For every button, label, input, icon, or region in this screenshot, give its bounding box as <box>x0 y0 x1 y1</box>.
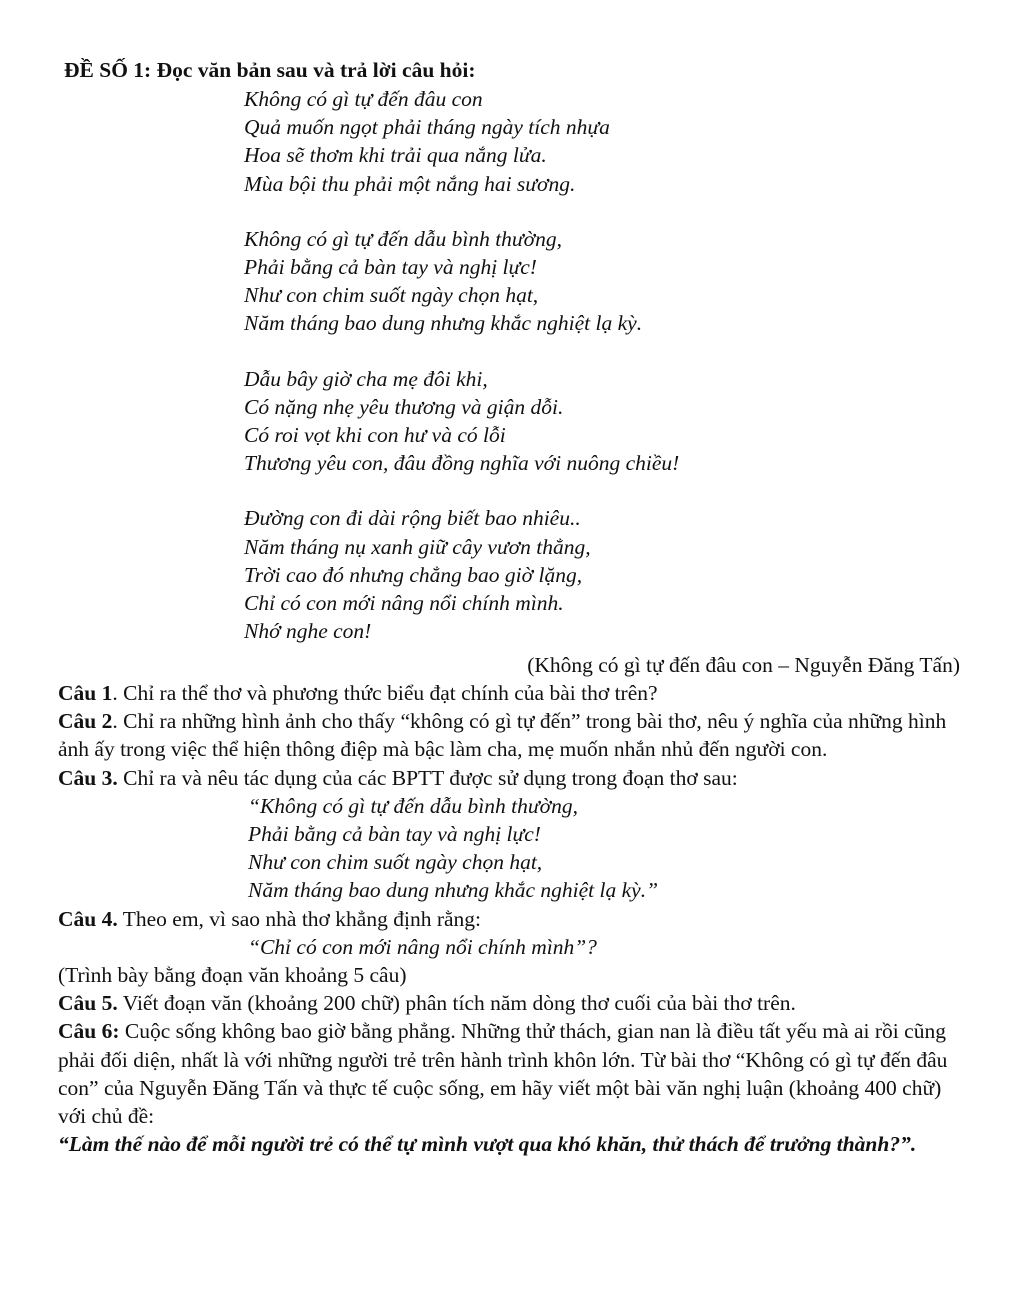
question-text: Chỉ ra và nêu tác dụng của các BPTT được sử dụng trong đoạn thơ sau: <box>117 765 738 790</box>
question-label: Câu 1 <box>58 681 113 705</box>
poem-line: Không có gì tự đến dẫu bình thường, <box>244 226 562 251</box>
question-text: Viết đoạn văn (khoảng 200 chữ) phân tích năm dòng thơ cuối của bài thơ trên. <box>117 991 796 1016</box>
excerpt-line: Như con chim suốt ngày chọn hạt, <box>248 850 543 875</box>
poem-line: Nhớ nghe con! <box>244 619 372 644</box>
question-1 <box>58 679 970 707</box>
poem-line: Thương yêu con, đâu đồng nghĩa với nuông chiều! <box>244 451 680 476</box>
question-text: . Chỉ ra những hình ảnh cho thấy “không có gì tự đến” trong bài thơ, nêu ý nghĩa của những hình ảnh ấy trong việc thể hiện thông điệp mà bậc làm cha, mẹ muốn nhắn nhủ đến người con. <box>58 709 947 762</box>
essay-topic: “Làm thế nào để mỗi người trẻ có thể tự mình vượt qua khó khăn, thử thách để trưởng thành?”. <box>58 1132 917 1157</box>
quote-line <box>248 933 970 961</box>
question-label: Câu 4. <box>58 906 118 931</box>
question-text: Theo em, vì sao nhà thơ khẳng định rằng: <box>117 906 481 931</box>
excerpt-line: Phải bằng cả bàn tay và nghị lực! <box>248 822 541 847</box>
poem-line: Quả muốn ngọt phải tháng ngày tích nhựa <box>244 115 610 140</box>
question-4 <box>58 905 970 933</box>
poem-line: Dẫu bây giờ cha mẹ đôi khi, <box>244 366 488 391</box>
poem <box>244 85 679 645</box>
poem-source: (Không có gì tự đến đâu con – Nguyễn Đăng Tấn) <box>527 653 960 677</box>
question-label: Câu 3. <box>58 765 118 790</box>
poem-line: Không có gì tự đến đâu con <box>244 87 483 111</box>
poem-stanza-1 <box>244 85 679 198</box>
poem-stanza-4 <box>244 504 679 645</box>
poem-line: Có roi vọt khi con hư và có lỗi <box>244 423 506 448</box>
poem-line: Đường con đi dài rộng biết bao nhiêu.. <box>244 506 581 531</box>
question-label: Câu 2 <box>58 709 113 734</box>
question-label: Câu 6: <box>58 1019 120 1044</box>
excerpt-line: Năm tháng bao dung nhưng khắc nghiệt lạ kỳ.” <box>248 878 659 903</box>
poem-line: Trời cao đó nhưng chẳng bao giờ lặng, <box>244 562 583 587</box>
question-label: Câu 5. <box>58 991 118 1016</box>
question-5 <box>58 989 970 1017</box>
poem-line: Năm tháng nụ xanh giữ cây vươn thẳng, <box>244 534 591 559</box>
question-3 <box>58 764 970 792</box>
question-6 <box>58 1017 970 1130</box>
question-2 <box>58 707 970 763</box>
exam-title: ĐỀ SỐ 1: Đọc văn bản sau và trả lời câu hỏi: <box>64 58 476 82</box>
question-list <box>58 679 970 1158</box>
poem-excerpt <box>248 792 970 905</box>
poem-line: Như con chim suốt ngày chọn hạt, <box>244 283 539 308</box>
poem-stanza-2 <box>244 225 679 338</box>
poem-line: Chỉ có con mới nâng nổi chính mình. <box>244 591 564 616</box>
poem-line: Năm tháng bao dung nhưng khắc nghiệt lạ kỳ. <box>244 311 643 336</box>
poem-line: Có nặng nhẹ yêu thương và giận dỗi. <box>244 394 564 419</box>
excerpt-line: “Không có gì tự đến dẫu bình thường, <box>248 793 578 818</box>
question-text: . Chỉ ra thể thơ và phương thức biểu đạt chính của bài thơ trên? <box>112 681 658 705</box>
poem-line: Mùa bội thu phải một nắng hai sương. <box>244 171 576 196</box>
question-note: (Trình bày bằng đoạn văn khoảng 5 câu) <box>58 963 407 988</box>
question-text: Cuộc sống không bao giờ bằng phẳng. Những thử thách, gian nan là điều tất yếu mà ai rồi cũng phải đối diện, nhất là với những người trẻ trên hành trình khôn lớn. Từ bài thơ “Không có gì tự đến đâu con” của Nguyễn Đăng Tấn và thực tế cuộc sống, em hãy viết một bài văn nghị luận (khoảng 400 chữ) với chủ đề: <box>58 1019 948 1129</box>
poem-line: Phải bằng cả bàn tay và nghị lực! <box>244 255 537 280</box>
poem-stanza-3 <box>244 365 679 478</box>
quote-text: “Chỉ có con mới nâng nổi chính mình”? <box>248 934 597 959</box>
poem-line: Hoa sẽ thơm khi trải qua nắng lửa. <box>244 143 547 168</box>
